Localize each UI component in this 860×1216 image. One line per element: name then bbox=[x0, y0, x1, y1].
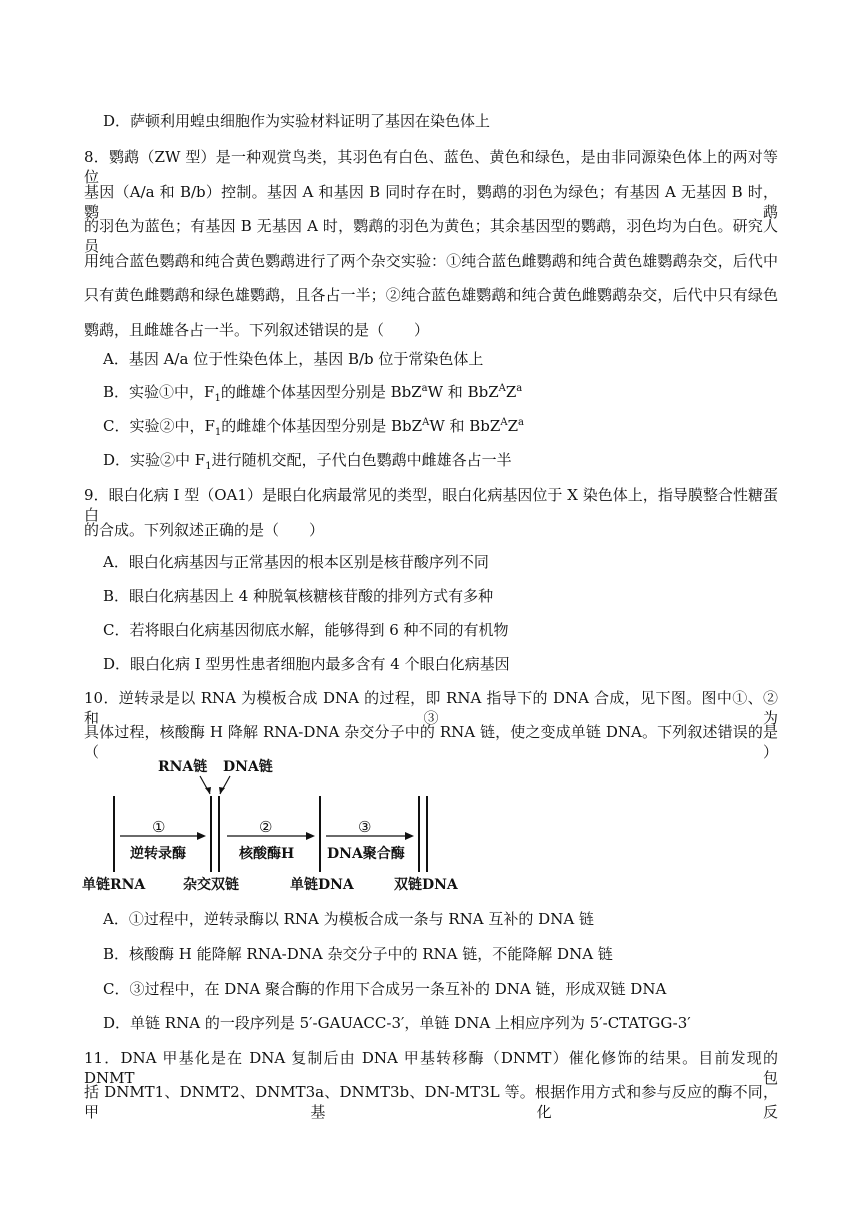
label-single-dna: 单链DNA bbox=[290, 877, 354, 893]
step-1-number: ① bbox=[152, 818, 166, 836]
label-single-rna: 单链RNA bbox=[82, 877, 146, 893]
q10-option-d: D．单链 RNA 的一段序列是 5′-GAUACC-3′，单链 DNA 上相应序列为 5′-CTATGG-3′ bbox=[103, 1014, 691, 1032]
q10-stem-line-1: 10．逆转录是以 RNA 为模板合成 DNA 的过程，即 RNA 指导下的 DNA 合成，见下图。图中①、②和③为 bbox=[84, 689, 778, 727]
step-3-number: ③ bbox=[358, 818, 372, 836]
q11-stem-line-1: 11．DNA 甲基化是在 DNA 复制后由 DNA 甲基转移酶（DNMT）催化修饰的结果。目前发现的 DNMT 包 bbox=[84, 1049, 778, 1087]
q8-stem-line-4: 用纯合蓝色鹦鹉和纯合黄色鹦鹉进行了两个杂交实验：①纯合蓝色雌鹦鹉和纯合黄色雄鹦鹉杂交，后代中 bbox=[84, 252, 778, 270]
step-2-arrowhead bbox=[306, 832, 315, 840]
pointer-arrowhead-rna bbox=[205, 787, 211, 794]
step-1-arrowhead bbox=[197, 832, 206, 840]
q9-option-b: B．眼白化病基因上 4 种脱氧核糖核苷酸的排列方式有多种 bbox=[103, 587, 494, 605]
step-3-arrowhead bbox=[405, 832, 414, 840]
q10-option-b: B．核酸酶 H 能降解 RNA-DNA 杂交分子中的 RNA 链，不能降解 DNA 链 bbox=[103, 945, 613, 963]
q8-stem-line-1: 8．鹦鹉（ZW 型）是一种观赏鸟类，其羽色有白色、蓝色、黄色和绿色，是由非同源染色体上的两对等位 bbox=[84, 148, 778, 186]
q8-option-b: B．实验①中，$F_1$的雌雄个体基因型分别是 BbZ$^a$W 和 $BbZ^AZ^a$ bbox=[103, 383, 523, 404]
q9-option-a: A．眼白化病基因与正常基因的根本区别是核苷酸序列不同 bbox=[103, 553, 489, 571]
label-double-dna: 双链DNA bbox=[394, 877, 458, 893]
q8-option-a: A．基因 A/a 位于性染色体上，基因 B/b 位于常染色体上 bbox=[103, 350, 484, 368]
step-2-number: ② bbox=[259, 818, 273, 836]
q9-option-d: D．眼白化病 I 型男性患者细胞内最多含有 4 个眼白化病基因 bbox=[103, 655, 510, 673]
q10-stem-line-2: 具体过程，核酸酶 H 降解 RNA-DNA 杂交分子中的 RNA 链，使之变成单链 DNA。下列叙述错误的是（ ） bbox=[84, 723, 778, 761]
label-hybrid-double: 杂交双链 bbox=[183, 877, 239, 893]
label-rna-strand: RNA链 bbox=[158, 759, 208, 775]
q10-option-a: A．①过程中，逆转录酶以 RNA 为模板合成一条与 RNA 互补的 DNA 链 bbox=[103, 910, 594, 928]
q10-option-c: C．③过程中，在 DNA 聚合酶的作用下合成另一条互补的 DNA 链，形成双链 DNA bbox=[103, 980, 667, 998]
step-3-enzyme: DNA聚合酶 bbox=[327, 846, 405, 862]
q7-option-d: D．萨顿利用蝗虫细胞作为实验材料证明了基因在染色体上 bbox=[103, 112, 491, 130]
q8-option-c: C．实验②中，$F_1$的雌雄个体基因型分别是 BbZ$^A$W 和 $BbZ^AZ^a$ bbox=[103, 417, 524, 438]
reverse-transcription-diagram bbox=[78, 754, 478, 899]
q9-stem-line-2: 的合成。下列叙述正确的是（ ） bbox=[84, 521, 325, 539]
q8-stem-line-5: 只有黄色雌鹦鹉和绿色雄鹦鹉，且各占一半；②纯合蓝色雄鹦鹉和纯合黄色雌鹦鹉杂交，后代中只有绿色 bbox=[84, 286, 778, 304]
q9-stem-line-1: 9．眼白化病 I 型（OA1）是眼白化病最常见的类型，眼白化病基因位于 X 染色体上，指导膜整合性糖蛋白 bbox=[84, 486, 778, 524]
q9-option-c: C．若将眼白化病基因彻底水解，能够得到 6 种不同的有机物 bbox=[103, 621, 509, 639]
pointer-arrowhead-dna bbox=[219, 787, 225, 794]
q8-stem-line-6: 鹦鹉，且雌雄各占一半。下列叙述错误的是（ ） bbox=[84, 321, 430, 339]
q8-option-d: D．实验②中 $F_1$进行随机交配，子代白色鹦鹉中雌雄各占一半 bbox=[103, 451, 512, 472]
step-2-enzyme: 核酸酶H bbox=[239, 846, 295, 862]
q8-stem-line-3: 的羽色为蓝色；有基因 B 无基因 A 时，鹦鹉的羽色为黄色；其余基因型的鹦鹉，羽色均为白色。研究人员 bbox=[84, 217, 778, 255]
step-1-enzyme: 逆转录酶 bbox=[130, 846, 186, 862]
label-dna-strand: DNA链 bbox=[223, 759, 273, 775]
q11-stem-line-2: 括 DNMT1、DNMT2、DNMT3a、DNMT3b、DN-MT3L 等。根据作用方式和参与反应的酶不同，甲基化反 bbox=[84, 1083, 778, 1121]
q8-stem-line-2: 基因（A/a 和 B/b）控制。基因 A 和基因 B 同时存在时，鹦鹉的羽色为绿色；有基因 A 无基因 B 时，鹦鹉 bbox=[84, 183, 778, 221]
